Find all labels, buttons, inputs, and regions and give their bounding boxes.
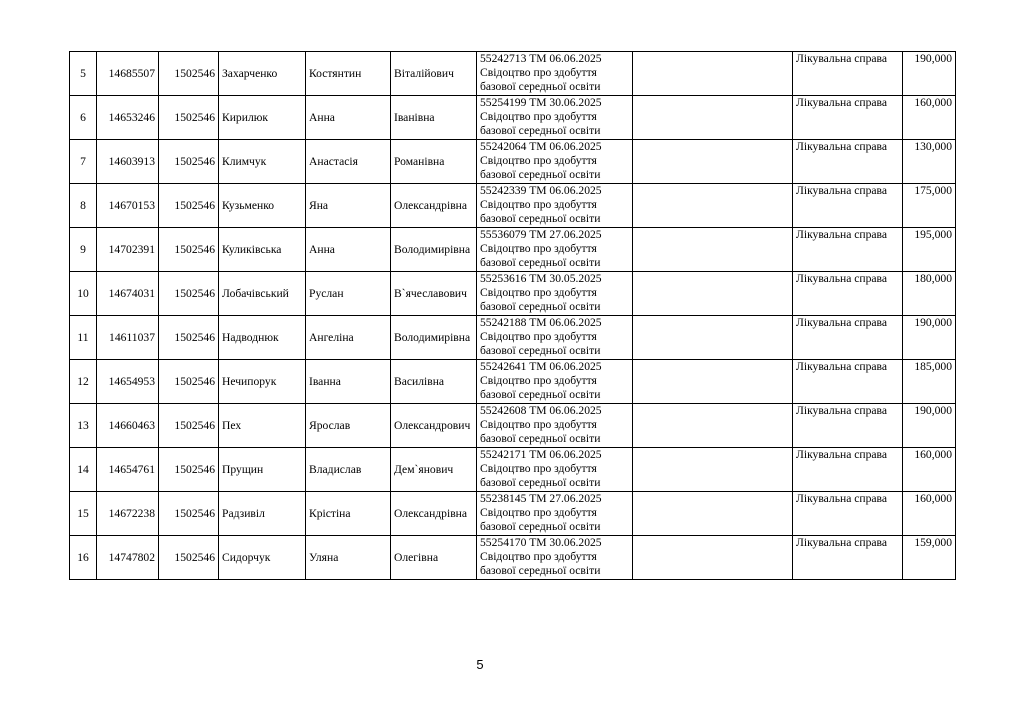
first-name-cell: Крістіна (306, 492, 391, 536)
surname-cell: Прущин (219, 448, 306, 492)
table-row (70, 360, 956, 404)
patronymic-cell: Володимирівна (391, 228, 477, 272)
table-row (70, 536, 956, 580)
first-name-cell: Руслан (306, 272, 391, 316)
score-cell: 160,000 (903, 448, 956, 492)
applicant-id-cell: 14611037 (97, 316, 159, 360)
offer-code-cell: 1502546 (159, 404, 219, 448)
applicant-id-cell: 14685507 (97, 52, 159, 96)
first-name-cell: Ярослав (306, 404, 391, 448)
patronymic-cell: Олександрівна (391, 184, 477, 228)
document-cell (477, 404, 633, 448)
document-line: Свідоцтво про здобуття (480, 286, 597, 299)
patronymic-cell: Дем`янович (391, 448, 477, 492)
document-line: 55242713 ТМ 06.06.2025 (480, 52, 602, 65)
applicants-table (69, 51, 956, 580)
row-number-cell: 8 (70, 184, 97, 228)
surname-cell: Кирилюк (219, 96, 306, 140)
extra-cell (633, 184, 793, 228)
document-line: 55238145 ТМ 27.06.2025 (480, 492, 602, 505)
specialty-cell: Лікувальна справа (793, 316, 903, 360)
surname-cell: Захарченко (219, 52, 306, 96)
document-line: 55242171 ТМ 06.06.2025 (480, 448, 602, 461)
applicant-id-cell: 14654761 (97, 448, 159, 492)
applicant-id-cell: 14603913 (97, 140, 159, 184)
document-line: Свідоцтво про здобуття (480, 374, 597, 387)
score-cell: 159,000 (903, 536, 956, 580)
row-number-cell: 13 (70, 404, 97, 448)
first-name-cell: Костянтин (306, 52, 391, 96)
row-number-cell: 5 (70, 52, 97, 96)
applicant-id-cell: 14653246 (97, 96, 159, 140)
row-number-cell: 9 (70, 228, 97, 272)
surname-cell: Сидорчук (219, 536, 306, 580)
document-line: Свідоцтво про здобуття (480, 242, 597, 255)
document-line: базової середньої освіти (480, 344, 601, 357)
table-row (70, 52, 956, 96)
first-name-cell: Уляна (306, 536, 391, 580)
document-line: базової середньої освіти (480, 300, 601, 313)
row-number-cell: 11 (70, 316, 97, 360)
first-name-cell: Анна (306, 96, 391, 140)
table-body (70, 52, 956, 580)
offer-code-cell: 1502546 (159, 536, 219, 580)
patronymic-cell: Олегівна (391, 536, 477, 580)
patronymic-cell: Романівна (391, 140, 477, 184)
patronymic-cell: Віталійович (391, 52, 477, 96)
document-line: 55242641 ТМ 06.06.2025 (480, 360, 602, 373)
document-line: базової середньої освіти (480, 476, 601, 489)
specialty-cell: Лікувальна справа (793, 52, 903, 96)
offer-code-cell: 1502546 (159, 492, 219, 536)
row-number-cell: 7 (70, 140, 97, 184)
score-cell: 195,000 (903, 228, 956, 272)
score-cell: 190,000 (903, 316, 956, 360)
table-row (70, 272, 956, 316)
document-line: базової середньої освіти (480, 256, 601, 269)
specialty-cell: Лікувальна справа (793, 492, 903, 536)
specialty-cell: Лікувальна справа (793, 360, 903, 404)
surname-cell: Куликівська (219, 228, 306, 272)
extra-cell (633, 360, 793, 404)
document-line: Свідоцтво про здобуття (480, 154, 597, 167)
applicant-id-cell: 14670153 (97, 184, 159, 228)
first-name-cell: Анна (306, 228, 391, 272)
document-cell (477, 316, 633, 360)
document-line: Свідоцтво про здобуття (480, 506, 597, 519)
document-line: 55536079 ТМ 27.06.2025 (480, 228, 602, 241)
document-cell (477, 272, 633, 316)
row-number-cell: 15 (70, 492, 97, 536)
document-line: Свідоцтво про здобуття (480, 110, 597, 123)
offer-code-cell: 1502546 (159, 272, 219, 316)
score-cell: 180,000 (903, 272, 956, 316)
applicant-id-cell: 14672238 (97, 492, 159, 536)
document-line: Свідоцтво про здобуття (480, 66, 597, 79)
first-name-cell: Іванна (306, 360, 391, 404)
document-line: базової середньої освіти (480, 212, 601, 225)
surname-cell: Нечипорук (219, 360, 306, 404)
document-line: базової середньої освіти (480, 80, 601, 93)
row-number-cell: 12 (70, 360, 97, 404)
offer-code-cell: 1502546 (159, 184, 219, 228)
document-cell (477, 140, 633, 184)
document-cell (477, 360, 633, 404)
first-name-cell: Владислав (306, 448, 391, 492)
extra-cell (633, 140, 793, 184)
table-row (70, 184, 956, 228)
document-cell (477, 52, 633, 96)
surname-cell: Надводнюк (219, 316, 306, 360)
applicant-id-cell: 14674031 (97, 272, 159, 316)
row-number-cell: 10 (70, 272, 97, 316)
document-line: 55242608 ТМ 06.06.2025 (480, 404, 602, 417)
document-cell (477, 184, 633, 228)
applicant-id-cell: 14654953 (97, 360, 159, 404)
applicant-id-cell: 14660463 (97, 404, 159, 448)
extra-cell (633, 272, 793, 316)
score-cell: 175,000 (903, 184, 956, 228)
offer-code-cell: 1502546 (159, 360, 219, 404)
extra-cell (633, 52, 793, 96)
specialty-cell: Лікувальна справа (793, 228, 903, 272)
first-name-cell: Анастасія (306, 140, 391, 184)
score-cell: 160,000 (903, 492, 956, 536)
score-cell: 190,000 (903, 404, 956, 448)
document-line: Свідоцтво про здобуття (480, 550, 597, 563)
table-row (70, 228, 956, 272)
applicant-id-cell: 14702391 (97, 228, 159, 272)
document-line: базової середньої освіти (480, 520, 601, 533)
applicant-id-cell: 14747802 (97, 536, 159, 580)
score-cell: 160,000 (903, 96, 956, 140)
specialty-cell: Лікувальна справа (793, 96, 903, 140)
specialty-cell: Лікувальна справа (793, 272, 903, 316)
patronymic-cell: Василівна (391, 360, 477, 404)
patronymic-cell: Олександрівна (391, 492, 477, 536)
surname-cell: Радзивіл (219, 492, 306, 536)
table-row (70, 492, 956, 536)
document-line: Свідоцтво про здобуття (480, 330, 597, 343)
offer-code-cell: 1502546 (159, 96, 219, 140)
document-line: базової середньої освіти (480, 168, 601, 181)
score-cell: 190,000 (903, 52, 956, 96)
offer-code-cell: 1502546 (159, 228, 219, 272)
document-line: 55242339 ТМ 06.06.2025 (480, 184, 602, 197)
document-line: базової середньої освіти (480, 432, 601, 445)
table-row (70, 316, 956, 360)
row-number-cell: 14 (70, 448, 97, 492)
patronymic-cell: Олександрович (391, 404, 477, 448)
surname-cell: Климчук (219, 140, 306, 184)
document-line: 55242188 ТМ 06.06.2025 (480, 316, 602, 329)
table-row (70, 448, 956, 492)
specialty-cell: Лікувальна справа (793, 448, 903, 492)
surname-cell: Кузьменко (219, 184, 306, 228)
document-line: 55242064 ТМ 06.06.2025 (480, 140, 602, 153)
table-row (70, 404, 956, 448)
document-line: Свідоцтво про здобуття (480, 198, 597, 211)
offer-code-cell: 1502546 (159, 140, 219, 184)
patronymic-cell: Володимирівна (391, 316, 477, 360)
document-line: базової середньої освіти (480, 564, 601, 577)
document-line: 55254199 ТМ 30.06.2025 (480, 96, 602, 109)
row-number-cell: 16 (70, 536, 97, 580)
offer-code-cell: 1502546 (159, 448, 219, 492)
document-line: Свідоцтво про здобуття (480, 418, 597, 431)
table-row (70, 140, 956, 184)
score-cell: 130,000 (903, 140, 956, 184)
specialty-cell: Лікувальна справа (793, 140, 903, 184)
extra-cell (633, 492, 793, 536)
document-cell (477, 536, 633, 580)
extra-cell (633, 96, 793, 140)
document-cell (477, 448, 633, 492)
specialty-cell: Лікувальна справа (793, 184, 903, 228)
surname-cell: Пех (219, 404, 306, 448)
page-number: 5 (476, 657, 484, 672)
document-line: 55254170 ТМ 30.06.2025 (480, 536, 602, 549)
row-number-cell: 6 (70, 96, 97, 140)
extra-cell (633, 448, 793, 492)
extra-cell (633, 536, 793, 580)
document-cell (477, 228, 633, 272)
document-line: 55253616 ТМ 30.05.2025 (480, 272, 602, 285)
specialty-cell: Лікувальна справа (793, 536, 903, 580)
surname-cell: Лобачівський (219, 272, 306, 316)
document-line: базової середньої освіти (480, 388, 601, 401)
document-cell (477, 96, 633, 140)
specialty-cell: Лікувальна справа (793, 404, 903, 448)
document-line: Свідоцтво про здобуття (480, 462, 597, 475)
offer-code-cell: 1502546 (159, 316, 219, 360)
document-cell (477, 492, 633, 536)
first-name-cell: Яна (306, 184, 391, 228)
patronymic-cell: Іванівна (391, 96, 477, 140)
extra-cell (633, 404, 793, 448)
offer-code-cell: 1502546 (159, 52, 219, 96)
score-cell: 185,000 (903, 360, 956, 404)
first-name-cell: Ангеліна (306, 316, 391, 360)
extra-cell (633, 228, 793, 272)
extra-cell (633, 316, 793, 360)
table-row (70, 96, 956, 140)
patronymic-cell: В`ячеславович (391, 272, 477, 316)
document-line: базової середньої освіти (480, 124, 601, 137)
